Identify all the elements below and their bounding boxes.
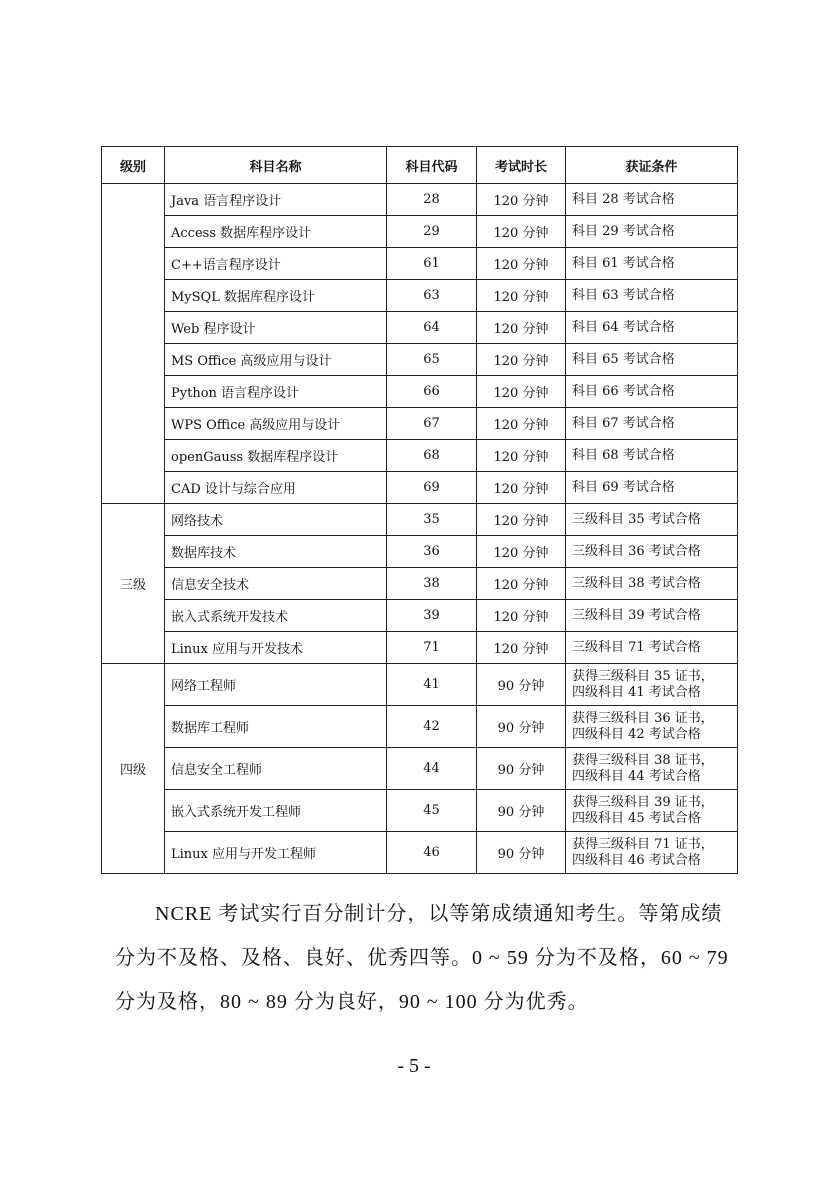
table-row [102,472,738,504]
level-cell: 三级 [102,504,165,664]
subject-code-cell: 68 [387,440,477,472]
table-row [102,632,738,664]
table-row [102,504,738,536]
condition-cell [566,184,738,216]
condition-line: 四级科目 44 考试合格 [572,768,701,784]
header-duration: 考试时长 [477,147,566,184]
subject-code-cell: 64 [387,312,477,344]
condition-cell [566,408,738,440]
table-row [102,312,738,344]
header-subject-code: 科目代码 [387,147,477,184]
table-header-row [102,147,738,184]
duration-cell: 120 分钟 [477,280,566,312]
condition-line: 科目 66 考试合格 [572,383,675,399]
condition-cell [566,248,738,280]
condition-cell [566,568,738,600]
duration-cell: 120 分钟 [477,600,566,632]
subject-code-cell: 42 [387,706,477,748]
condition-cell [566,748,738,790]
duration-cell: 120 分钟 [477,376,566,408]
subject-code-cell: 69 [387,472,477,504]
subject-name-cell: 网络工程师 [165,664,387,706]
condition-cell [566,344,738,376]
condition-cell [566,216,738,248]
table-body [102,184,738,874]
subject-code-cell: 66 [387,376,477,408]
table-row [102,664,738,706]
condition-line: 获得三级科目 71 证书， [572,836,714,852]
table-row [102,344,738,376]
condition-line: 四级科目 45 考试合格 [572,810,701,826]
condition-line: 科目 69 考试合格 [572,479,675,495]
subject-code-cell: 63 [387,280,477,312]
subject-name-cell: 信息安全工程师 [165,748,387,790]
condition-line: 科目 67 考试合格 [572,415,675,431]
duration-cell: 120 分钟 [477,504,566,536]
duration-cell: 120 分钟 [477,472,566,504]
condition-cell [566,600,738,632]
duration-cell: 120 分钟 [477,536,566,568]
table-row [102,184,738,216]
subject-name-cell: MS Office 高级应用与设计 [165,344,387,376]
condition-line: 科目 61 考试合格 [572,255,675,271]
condition-line: 三级科目 71 考试合格 [572,639,701,655]
condition-line: 三级科目 38 考试合格 [572,575,701,591]
table-row [102,408,738,440]
subject-code-cell: 28 [387,184,477,216]
subject-name-cell: 嵌入式系统开发工程师 [165,790,387,832]
subject-code-cell: 67 [387,408,477,440]
duration-cell: 120 分钟 [477,440,566,472]
table-row [102,600,738,632]
subject-code-cell: 38 [387,568,477,600]
condition-line: 三级科目 35 考试合格 [572,511,701,527]
table-row [102,706,738,748]
duration-cell: 90 分钟 [477,790,566,832]
level-cell: 四级 [102,664,165,874]
subject-code-cell: 39 [387,600,477,632]
header-subject-name: 科目名称 [165,147,387,184]
condition-line: 科目 65 考试合格 [572,351,675,367]
condition-cell [566,664,738,706]
subject-name-cell: 信息安全技术 [165,568,387,600]
condition-line: 科目 63 考试合格 [572,287,675,303]
condition-line: 科目 64 考试合格 [572,319,675,335]
table-row [102,376,738,408]
subject-code-cell: 35 [387,504,477,536]
subject-code-cell: 29 [387,216,477,248]
subject-code-cell: 46 [387,832,477,874]
subject-code-cell: 45 [387,790,477,832]
subject-name-cell: Access 数据库程序设计 [165,216,387,248]
subject-name-cell: CAD 设计与综合应用 [165,472,387,504]
condition-cell [566,376,738,408]
duration-cell: 90 分钟 [477,664,566,706]
condition-line: 四级科目 42 考试合格 [572,726,701,742]
condition-line: 科目 28 考试合格 [572,191,675,207]
subject-name-cell: Java 语言程序设计 [165,184,387,216]
subject-code-cell: 41 [387,664,477,706]
condition-cell [566,312,738,344]
header-certification-condition: 获证条件 [566,147,738,184]
subject-name-cell: C++语言程序设计 [165,248,387,280]
subject-code-cell: 71 [387,632,477,664]
table-row [102,832,738,874]
exam-subjects-table [101,146,738,874]
condition-line: 获得三级科目 35 证书， [572,668,714,684]
condition-cell [566,280,738,312]
subject-name-cell: 网络技术 [165,504,387,536]
subject-name-cell: 数据库工程师 [165,706,387,748]
table-row [102,248,738,280]
condition-cell [566,706,738,748]
table-row [102,790,738,832]
condition-line: 四级科目 41 考试合格 [572,684,701,700]
table-row [102,568,738,600]
subject-code-cell: 61 [387,248,477,280]
subject-code-cell: 65 [387,344,477,376]
duration-cell: 120 分钟 [477,408,566,440]
condition-line: 三级科目 39 考试合格 [572,607,701,623]
condition-line: 获得三级科目 39 证书， [572,794,714,810]
subject-name-cell: Python 语言程序设计 [165,376,387,408]
condition-line: 获得三级科目 38 证书， [572,752,714,768]
subject-name-cell: openGauss 数据库程序设计 [165,440,387,472]
duration-cell: 120 分钟 [477,248,566,280]
condition-cell [566,536,738,568]
table-row [102,280,738,312]
subject-name-cell: 数据库技术 [165,536,387,568]
condition-line: 科目 68 考试合格 [572,447,675,463]
condition-cell [566,472,738,504]
condition-line: 三级科目 36 考试合格 [572,543,701,559]
duration-cell: 120 分钟 [477,216,566,248]
subject-name-cell: Web 程序设计 [165,312,387,344]
level-cell [102,184,165,504]
page-number: - 5 - [397,1055,431,1077]
condition-cell [566,504,738,536]
subject-name-cell: MySQL 数据库程序设计 [165,280,387,312]
condition-cell [566,632,738,664]
duration-cell: 90 分钟 [477,832,566,874]
table-row [102,748,738,790]
subject-name-cell: Linux 应用与开发工程师 [165,832,387,874]
condition-cell [566,440,738,472]
table-row [102,440,738,472]
subject-code-cell: 36 [387,536,477,568]
condition-line: 四级科目 46 考试合格 [572,852,701,868]
subject-name-cell: WPS Office 高级应用与设计 [165,408,387,440]
table-row [102,536,738,568]
condition-cell [566,832,738,874]
duration-cell: 120 分钟 [477,344,566,376]
condition-line: 获得三级科目 36 证书， [572,710,714,726]
condition-cell [566,790,738,832]
table-row [102,216,738,248]
duration-cell: 120 分钟 [477,184,566,216]
subject-name-cell: Linux 应用与开发技术 [165,632,387,664]
duration-cell: 120 分钟 [477,568,566,600]
duration-cell: 90 分钟 [477,706,566,748]
grading-paragraph: NCRE 考试实行百分制计分，以等第成绩通知考生。等第成绩分为不及格、及格、良好、优秀四等。0 ~ 59 分为不及格，60 ~ 79 分为及格，80 ~ 89 分为良好，90 ~ 100 分为优秀。 [115,903,729,1013]
subject-code-cell: 44 [387,748,477,790]
header-level: 级别 [102,147,165,184]
duration-cell: 120 分钟 [477,312,566,344]
condition-line: 科目 29 考试合格 [572,223,675,239]
subject-name-cell: 嵌入式系统开发技术 [165,600,387,632]
duration-cell: 90 分钟 [477,748,566,790]
duration-cell: 120 分钟 [477,632,566,664]
